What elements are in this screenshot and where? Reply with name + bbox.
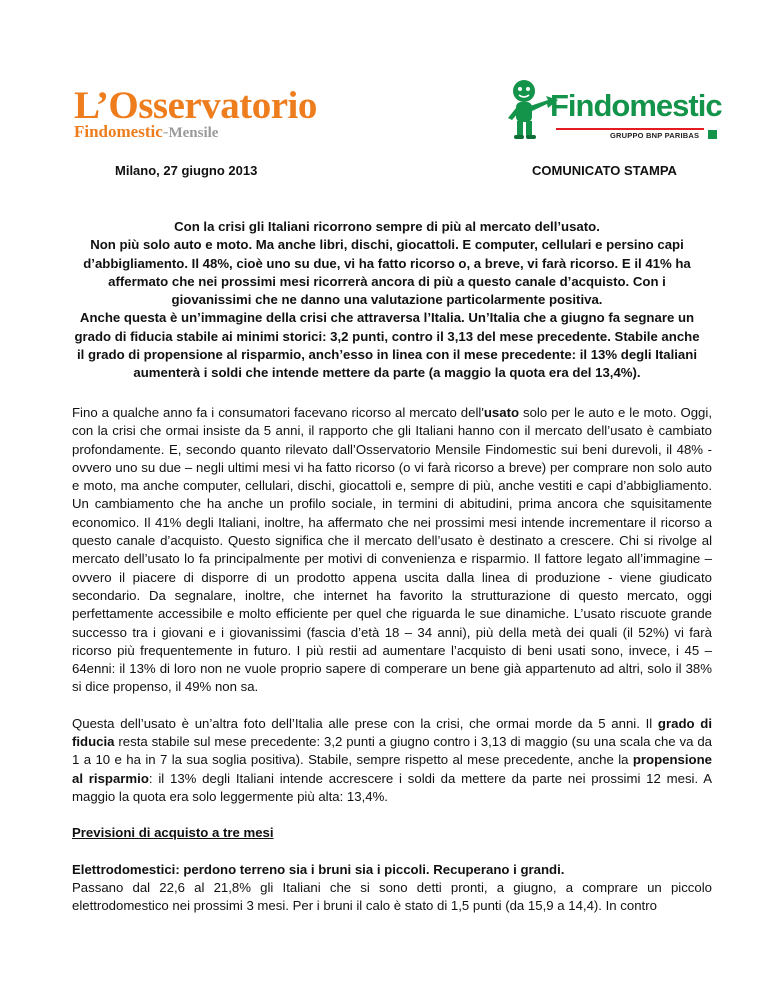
headline-block (70, 218, 704, 383)
paragraph-usato-bold: usato (483, 405, 520, 420)
press-release-label: COMUNICATO STAMPA (532, 163, 677, 178)
osservatorio-logo-period: Mensile (168, 125, 219, 141)
bnp-group-label: GRUPPO BNP PARIBAS (610, 131, 700, 140)
paragraph-fiducia-text-b: resta stabile sul mese precedente: 3,2 punti a giugno contro i 3,13 di maggio (su una scala che va da 1 a 10 e ha in 7 la sua soglia positiva). Stabile, sempre rispetto al mese precedente, anche la (72, 734, 712, 768)
brand-divider (556, 128, 704, 130)
article-body (72, 404, 712, 933)
headline-summary: Non più solo auto e moto. Ma anche libri, dischi, giocattoli. E computer, cellulari e persino capi d’abbigliamento. Il 48%, cioè uno su due, vi ha fatto ricorso o, a breve, vi farà ricorso. E il 41% ha affermato che nei prossimi mesi ricorrerà ancora di più a questo canale d’acquisto. Con i giovanissimi che ne danno una valutazione particolarmente positiva. (83, 237, 691, 308)
bnp-paribas-icon (708, 130, 717, 139)
headline-title: Con la crisi gli Italiani ricorrono sempre di più al mercato dell’usato. (174, 219, 600, 234)
paragraph-fiducia (72, 715, 712, 806)
osservatorio-logo-title: L’Osservatorio (74, 84, 317, 127)
findomestic-logo (500, 78, 730, 142)
paragraph-usato-text-a: Fino a qualche anno fa i consumatori facevano ricorso al mercato dell' (72, 405, 484, 420)
paragraph-fiducia-text-a: Questa dell’usato è un’altra foto dell’Italia alle prese con la crisi, che ormai morde da 5 anni. Il (72, 715, 658, 731)
headline-context: Anche questa è un’immagine della crisi che attraversa l’Italia. Un’Italia che a giugno fa segnare un grado di fiducia stabile ai minimi storici: 3,2 punti, contro il 3,13 del mese precedente. Stabile anche il grado di propensione al risparmio, anch’esso in linea con il mese precedente: il 13% degli Italiani aumenterà i soldi che intende mettere da parte (a maggio la quota era del 13,4%). (74, 310, 700, 381)
page-header (0, 0, 768, 150)
paragraph-fiducia-bold-2: propensione al risparmio (72, 752, 712, 786)
osservatorio-logo (74, 86, 317, 142)
press-date: Milano, 27 giugno 2013 (115, 163, 258, 178)
paragraph-usato-text-b: solo per le auto e le moto. Oggi, con la crisi che ormai insiste da 5 anni, il rapporto che gli Italiani hanno con il mercato dell’usato è cambiato profondamente. E, secondo quanto rilevato dall’Osservatorio Mensile Findomestic sui beni durevoli, il 48% - ovvero uno su due – negli ultimi mesi vi ha fatto ricorso (o vi farà ricorso a breve) per comprare non solo auto e moto, ma anche computer, cellulari, dischi, giocattoli e, sempre di più, anche vestiti e capi d’abbigliamento. Un cambiamento che ha anche un profilo sociale, in termini di abitudini, prima ancora che squisitamente economico. Il 41% degli Italiani, inoltre, ha affermato che nei prossimi mesi intende incrementare il ricorso a questo canale d’acquisto. Questo significa che il mercato dell’usato è destinato a crescere. Chi si rivolge al mercato dell’usato lo fa principalmente per motivi di convenienza e risparmio. Il fattore legato all’immagine – ovvero il piacere di disporre di un prodotto appena uscita dalla linea di produzione - viene giudicato secondario. Da segnalare, inoltre, che internet ha favorito la strutturazione di questo mercato, oggi perfettamente accessibile e molto efficiente per quel che riguarda le sue dinamiche. L’usato riscuote grande successo tra i giovani e i giovanissimi (fascia d’età 18 – 34 anni), più della metà dei quali (il 52%) vi farà ricorso più frequentemente in futuro. I più restii ad aumentare l’acquisto di beni usati sono, invece, i 45 – 64enni: il 13% di loro non ne vuole proprio sapere di comperare un bene già appartenuto ad altri, solo il 38% si dice propenso, il 49% non sa. (72, 405, 712, 695)
findomestic-brand: Findomestic (550, 88, 722, 123)
osservatorio-logo-dash: - (162, 122, 169, 141)
subheading-elettrodomestici: Elettrodomestici: perdono terreno sia i bruni sia i piccoli. Recuperano i grandi. (72, 861, 565, 877)
paragraph-fiducia-bold-1: grado di fiducia (72, 715, 712, 750)
paragraph-fiducia-text-c: : il 13% degli Italiani intende accrescere i soldi da mettere da parte nei prossimi 12 mesi. A maggio la quota era solo leggermente più alta: 13,4%. (72, 770, 712, 804)
paragraph-elettrodomestici: Passano dal 22,6 al 21,8% gli Italiani che si sono detti pronti, a giugno, a comprare un piccolo elettrodomestico nei prossimi 3 mesi. Per i bruni il calo è stato di 1,5 punti (da 15,9 a 14,4). In contro (72, 879, 712, 914)
osservatorio-logo-brand: Findomestic (74, 122, 163, 141)
section-title: Previsioni di acquisto a tre mesi (72, 825, 274, 841)
paragraph-usato (72, 404, 712, 697)
